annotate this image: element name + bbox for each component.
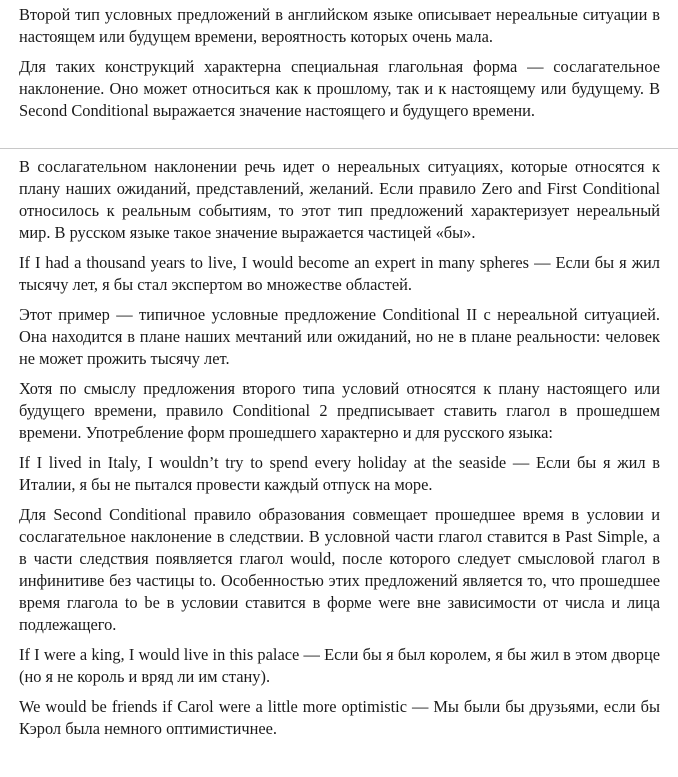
explanation-paragraph: В сослагательном наклонении речь идет о нереальных ситуациях, которые относятся к плану наших ожиданий, представлений, желаний. Если правило Zero and First Conditional относилось к реальным событиям, то этот тип предложений характеризует нереальный мир. В русском языке такое значение выражается частицей «бы». (19, 157, 660, 242)
example-italy: If I lived in Italy, I wouldn’t try to spend every holiday at the seaside — Если бы я жил в Италии, я бы не пытался провести каждый отпуск на море. (19, 453, 660, 494)
example-thousand-years: If I had a thousand years to live, I would become an expert in many spheres — Если бы я жил тысячу лет, я бы стал экспертом во множестве областей. (19, 253, 660, 294)
example-friends: We would be friends if Carol were a little more optimistic — Мы были бы друзьями, если бы Кэрол была немного оптимистичнее. (19, 697, 660, 738)
example-king: If I were a king, I would live in this palace — Если бы я был королем, я бы жил в этом дворце (но я не король и вряд ли им стану). (19, 645, 660, 686)
intro-paragraph-1: Второй тип условных предложений в английском языке описывает нереальные ситуации в настоящем или будущем времени, вероятность которых очень мала. (19, 5, 660, 46)
main-section (19, 156, 660, 748)
formation-rule-paragraph: Для Second Conditional правило образования совмещает прошедшее время в условии и сослагательное наклонение в следствии. В условной части глагол ставится в Past Simple, а в части следствия появляется глагол would, после которого следует смысловой глагол в инфинитиве без частицы to. Особенностью этих предложений является то, что прошедшее время глагола to be в условии ставится в форме were вне зависимости от числа и лица подлежащего. (19, 505, 660, 634)
intro-section (19, 4, 660, 130)
example-commentary: Этот пример — типичное условные предложение Conditional II с нереальной ситуацией. Она находится в плане наших мечтаний или ожиданий, но не в плане реальности: человек не может прожить тысячу лет. (19, 305, 660, 368)
section-divider (0, 148, 678, 149)
tense-explanation-paragraph: Хотя по смыслу предложения второго типа условий относятся к плану настоящего или будущего времени, правило Conditional 2 предписывает ставить глагол в прошедшем времени. Употребление форм прошедшего характерно и для русского языка: (19, 379, 660, 442)
intro-paragraph-2: Для таких конструкций характерна специальная глагольная форма — сослагательное наклонение. Оно может относиться как к прошлому, так и к настоящему или будущему. В Second Conditional выражается значение настоящего и будущего времени. (19, 57, 660, 120)
